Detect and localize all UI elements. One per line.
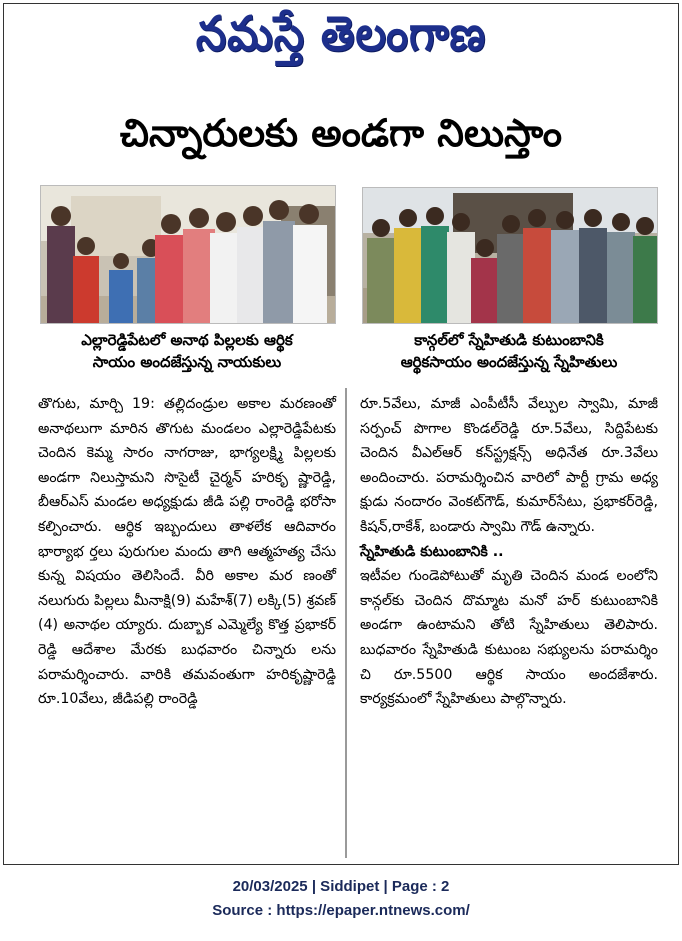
left-article-photo xyxy=(40,185,336,324)
right-column-paragraph-1: రూ.5వేలు, మాజీ ఎంపీటీసీ వేల్పుల స్వామి, మాజీ సర్పంచ్ పొగాల కొండల్‌రెడ్డి రూ.5వేలు, సిద్దిపేటకు చెందిన వీఎల్‌ఆర్ కన్‌స్ట్రక్షన్స్ అధినేత రూ.3వేలు అందించారు. పరామర్శించిన వారిలో పార్టీ గ్రామ అధ్య క్షుడు నందారం వెంకట్‌గౌడ్, కుమార్‌సేటు, ప్రభాకర్‌రెడ్డి, కిషన్,రాకేశ్, బండారు స్వామి గౌడ్ ఉన్నారు. xyxy=(360,396,658,535)
left-photo-caption xyxy=(40,329,334,373)
newspaper-masthead: నమస్తే తెలంగాణ xyxy=(195,6,487,62)
left-article-column xyxy=(38,392,336,712)
right-article-column xyxy=(360,392,658,712)
left-caption-line-2: సాయం అందజేస్తున్న నాయకులు xyxy=(92,353,282,371)
right-photo-caption xyxy=(356,329,662,373)
right-article-photo xyxy=(362,187,658,324)
right-column-paragraph-2: ఇటీవల గుండెపోటుతో మృతి చెందిన మండ లంలోని కాన్గల్‌కు చెందిన దొమ్మాట మనో హర్ కుటుంబానికి అండగా ఉంటామని తోటి స్నేహితులు తెలిపారు. బుధవారం స్నేహితుడి కుటుంబ సభ్యులను పరామర్శిం చి రూ.5500 ఆర్థిక సాయం అందజేశారు. కార్యక్రమంలో స్నేహితులు పాల్గొన్నారు. xyxy=(360,568,658,708)
left-column-text: తొగుట, మార్చి 19: తల్లిదండ్రుల అకాల మరణంతో అనాథలుగా మారిన తొగుట మండలం ఎల్లారెడ్డిపేటకు చెందిన కెమ్మ సారం నాగరాజు, భాగ్యలక్ష్మి పిల్లలకు అండగా నిలుస్తామని సొసైటీ చైర్మన్ హరికృ ష్ణారెడ్డి, బీఆర్‌ఎస్ మండల అధ్యక్షుడు జీడి పల్లి రాంరెడ్డి భరోసా కల్పించారు. ఆర్థిక ఇబ్బందులు తాళలేక ఆదివారం భార్యాభ ర్తలు పురుగుల మందు తాగి ఆత్మహత్య చేసు కున్న విషయం తెలిసిందే. వీరి అకాల మర ణంతో నలుగురు పిల్లలు మీనాక్షి(9) మహేశ్(7) లక్కి(5) శ్రవణ్ (4) అనాథల య్యారు. దుబ్బాక ఎమ్మెల్యే కొత్త ప్రభాకర్ రెడ్డి ఆదేశాల మేరకు బుధవారం చిన్నారు లను పరామర్శించారు. వారికి తమవంతుగా హరికృష్ణారెడ్డి రూ.10వేలు, జీడిపల్లి రాంరెడ్డి xyxy=(38,396,336,708)
footer-source: Source : https://epaper.ntnews.com/ xyxy=(212,902,470,919)
footer-date-edition: 20/03/2025 | Siddipet | Page : 2 xyxy=(232,878,450,895)
right-caption-line-2: ఆర్థికసాయం అందజేస్తున్న స్నేహితులు xyxy=(400,353,618,371)
column-divider xyxy=(345,388,347,858)
right-caption-line-1: కాన్గల్‌లో స్నేహితుడి కుటుంబానికి xyxy=(414,331,604,349)
left-caption-line-1: ఎల్లారెడ్డిపేటలో అనాథ పిల్లలకు ఆర్థిక xyxy=(81,331,293,349)
right-column-subhead: స్నేహితుడి కుటుంబానికి .. xyxy=(360,543,504,560)
article-headline: చిన్నారులకు అండగా నిలుస్తాం xyxy=(119,111,563,155)
